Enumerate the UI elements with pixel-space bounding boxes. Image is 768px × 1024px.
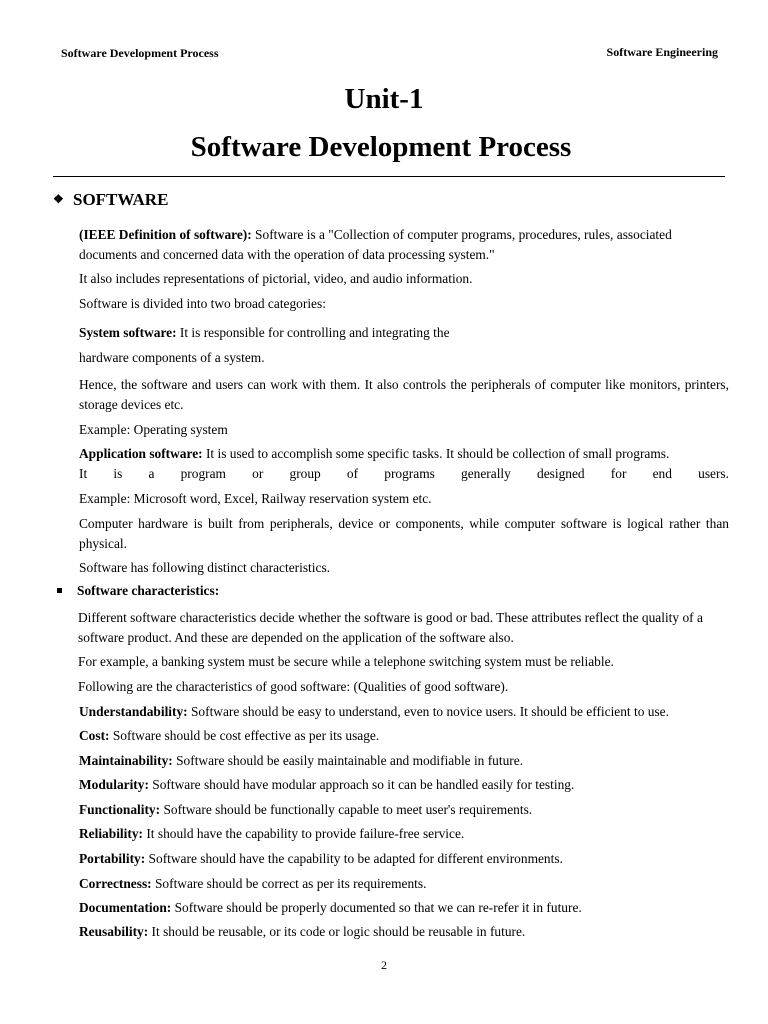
distinct-paragraph: Software has following distinct characteristics.	[79, 560, 331, 575]
also-includes-paragraph: It also includes representations of pictorial, video, and audio information.	[79, 271, 473, 286]
system-software-label: System software:	[79, 325, 177, 340]
characteristic-text: It should be reusable, or its code or logic should be reusable in future.	[148, 924, 526, 939]
characteristic-text: It should have the capability to provide failure-free service.	[142, 826, 465, 841]
characteristic-item	[79, 775, 729, 795]
diamond-bullet-icon: ❖	[53, 192, 64, 206]
characteristic-term: Understandability:	[79, 704, 188, 719]
characteristic-term: Functionality:	[79, 802, 161, 817]
characteristic-item	[79, 800, 729, 820]
characteristic-item	[79, 874, 729, 894]
hence-paragraph: Hence, the software and users can work with them. It also controls the peripherals of computer like monitors, printers, storage devices etc.	[79, 377, 729, 412]
hardware-paragraph: Computer hardware is built from peripherals, device or components, while computer software is logical rather than physical.	[79, 516, 729, 551]
characteristic-text: Software should have modular approach so it can be handled easily for testing.	[148, 777, 575, 792]
application-software-text: It is used to accomplish some specific tasks. It should be collection of small programs.	[202, 446, 670, 461]
characteristics-heading-text: Software characteristics:	[77, 583, 220, 598]
page-title: Software Development Process	[190, 131, 572, 163]
ieee-definition	[79, 225, 729, 265]
characteristics-intro: Different software characteristics decide whether the software is good or bad. These attributes reflect the quality of a software product. And these are depended on the application of the software also.	[78, 610, 703, 645]
characteristic-item	[79, 922, 729, 942]
characteristic-term: Portability:	[79, 851, 146, 866]
application-software-paragraph	[79, 444, 729, 464]
ieee-definition-text-2: documents and concerned data with the operation of data processing system."	[79, 247, 495, 262]
characteristic-text: Software should be easy to understand, even to novice users. It should be efficient to use.	[187, 704, 669, 719]
example-applications: Example: Microsoft word, Excel, Railway reservation system etc.	[79, 491, 432, 506]
ieee-definition-label: (IEEE Definition of software):	[79, 227, 252, 242]
characteristic-item	[79, 751, 729, 771]
system-software-paragraph	[79, 323, 729, 343]
title-divider	[53, 176, 725, 177]
characteristic-term: Modularity:	[79, 777, 149, 792]
characteristic-text: Software should be properly documented so that we can re-refer it in future.	[171, 900, 582, 915]
characteristic-term: Documentation:	[79, 900, 172, 915]
characteristic-item	[79, 849, 729, 869]
characteristic-text: Software should be cost effective as per its usage.	[109, 728, 380, 743]
application-software-paragraph-2: It is a program or group of programs generally designed for end users.	[79, 466, 729, 481]
characteristic-text: Software should be functionally capable to meet user's requirements.	[160, 802, 533, 817]
running-header-left: Software Development Process	[61, 46, 219, 60]
characteristics-following: Following are the characteristics of good software: (Qualities of good software).	[78, 679, 509, 694]
square-bullet-icon	[57, 588, 62, 593]
application-software-label: Application software:	[79, 446, 203, 461]
characteristic-text: Software should be easily maintainable and modifiable in future.	[172, 753, 524, 768]
page-number: 2	[381, 958, 387, 972]
section-heading	[53, 190, 168, 210]
characteristic-term: Correctness:	[79, 876, 152, 891]
characteristic-term: Maintainability:	[79, 753, 173, 768]
categories-paragraph: Software is divided into two broad categories:	[79, 296, 326, 311]
characteristic-text: Software should be correct as per its requirements.	[151, 876, 427, 891]
ieee-definition-text: Software is a "Collection of computer programs, procedures, rules, associated	[251, 227, 672, 242]
characteristic-item	[79, 726, 729, 746]
characteristic-term: Reusability:	[79, 924, 149, 939]
characteristics-heading	[57, 583, 219, 599]
characteristic-text: Software should have the capability to be adapted for different environments.	[145, 851, 563, 866]
system-software-text: It is responsible for controlling and integrating the	[176, 325, 450, 340]
characteristic-term: Reliability:	[79, 826, 143, 841]
characteristic-item	[79, 824, 729, 844]
running-header-right: Software Engineering	[606, 45, 718, 59]
characteristics-example: For example, a banking system must be secure while a telephone switching system must be reliable.	[78, 654, 614, 669]
example-os: Example: Operating system	[79, 422, 228, 437]
characteristic-item	[79, 702, 729, 722]
unit-title: Unit-1	[344, 83, 424, 115]
system-software-paragraph-2: hardware components of a system.	[79, 350, 265, 365]
characteristic-item	[79, 898, 729, 918]
section-heading-text: SOFTWARE	[73, 190, 169, 209]
characteristic-term: Cost:	[79, 728, 110, 743]
